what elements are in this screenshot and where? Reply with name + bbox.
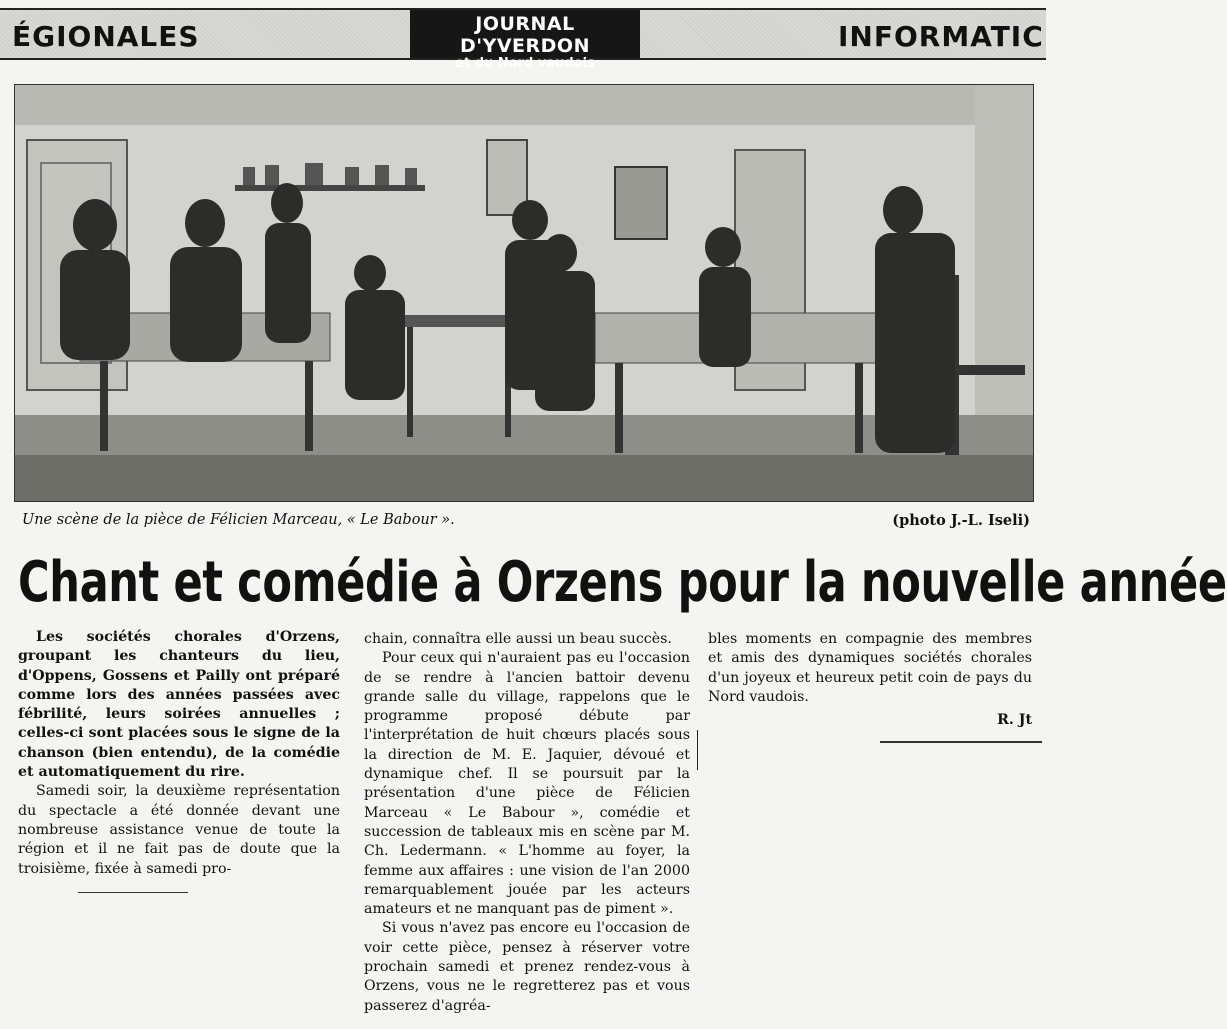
journal-logo: [410, 10, 640, 71]
column-divider: [78, 892, 188, 893]
column-divider: [697, 730, 698, 770]
author-signature: R. Jt: [997, 712, 1032, 729]
article-column-2: [364, 630, 690, 1016]
article-lead-paragraph: Les sociétés chorales d'Orzens, groupant les chanteurs du lieu, d'Oppens, Gossens et Pailly ont préparé comme lors des années passées avec fébrilité, leurs soirées annuelles ; celles-ci sont placées sous le signe de la chanson (bien entendu), de la comédie et automatiquement du rire.: [18, 629, 340, 781]
scene-photo-illustration: [15, 85, 1033, 501]
article-column-3: [708, 630, 1032, 730]
article-paragraph: Si vous n'avez pas encore eu l'occasion de voir cette pièce, pensez à réserver votre prochain samedi et prenez rendez-vous à Orzens, vous ne le regretterez pas et vous passerez d'agréa-: [364, 920, 690, 1014]
journal-name: JOURNAL D'YVERDON: [460, 13, 590, 57]
newspaper-masthead: [0, 8, 1046, 71]
article-column-1: [18, 628, 340, 879]
scene-photo: [14, 84, 1034, 502]
article-paragraph: Samedi soir, la deuxième représentation du spectacle a été donnée devant une nombreuse assistance venue de toute la région et il ne fait pas de doute que la troisième, fixée à samedi pro-: [18, 783, 340, 877]
section-title-informations: INFORMATIC: [838, 20, 1044, 53]
section-title-regionales: ÉGIONALES: [12, 20, 200, 53]
photo-caption: Une scène de la pièce de Félicien Marceau, « Le Babour ».: [22, 512, 455, 528]
article-paragraph: bles moments en compagnie des membres et amis des dynamiques sociétés chorales d'un joyeux et heureux petit coin de pays du Nord vaudois.: [708, 631, 1032, 705]
article-paragraph: chain, connaîtra elle aussi un beau succès.: [364, 631, 672, 647]
article-paragraph: Pour ceux qui n'auraient pas eu l'occasion de se rendre à l'ancien battoir devenu grande salle du village, rappelons que le programme proposé débute par l'interprétation de huit chœurs placés sous la direction de M. E. Jaquier, dévoué et dynamique chef. Il se poursuit par la présentation d'une pièce de Félicien Marceau « Le Babour », comédie et succession de tableaux mis en scène par M. Ch. Ledermann. « L'homme au foyer, la femme aux affaires : une vision de l'an 2000 remarquablement jouée par les acteurs amateurs et ne manquant pas de piment ».: [364, 650, 690, 918]
article-headline: Chant et comédie à Orzens pour la nouvelle année: [18, 550, 1227, 615]
journal-subtitle: et du Nord vaudois: [455, 56, 595, 71]
article-end-rule: [880, 741, 1042, 743]
photo-credit: (photo J.-L. Iseli): [892, 512, 1030, 529]
